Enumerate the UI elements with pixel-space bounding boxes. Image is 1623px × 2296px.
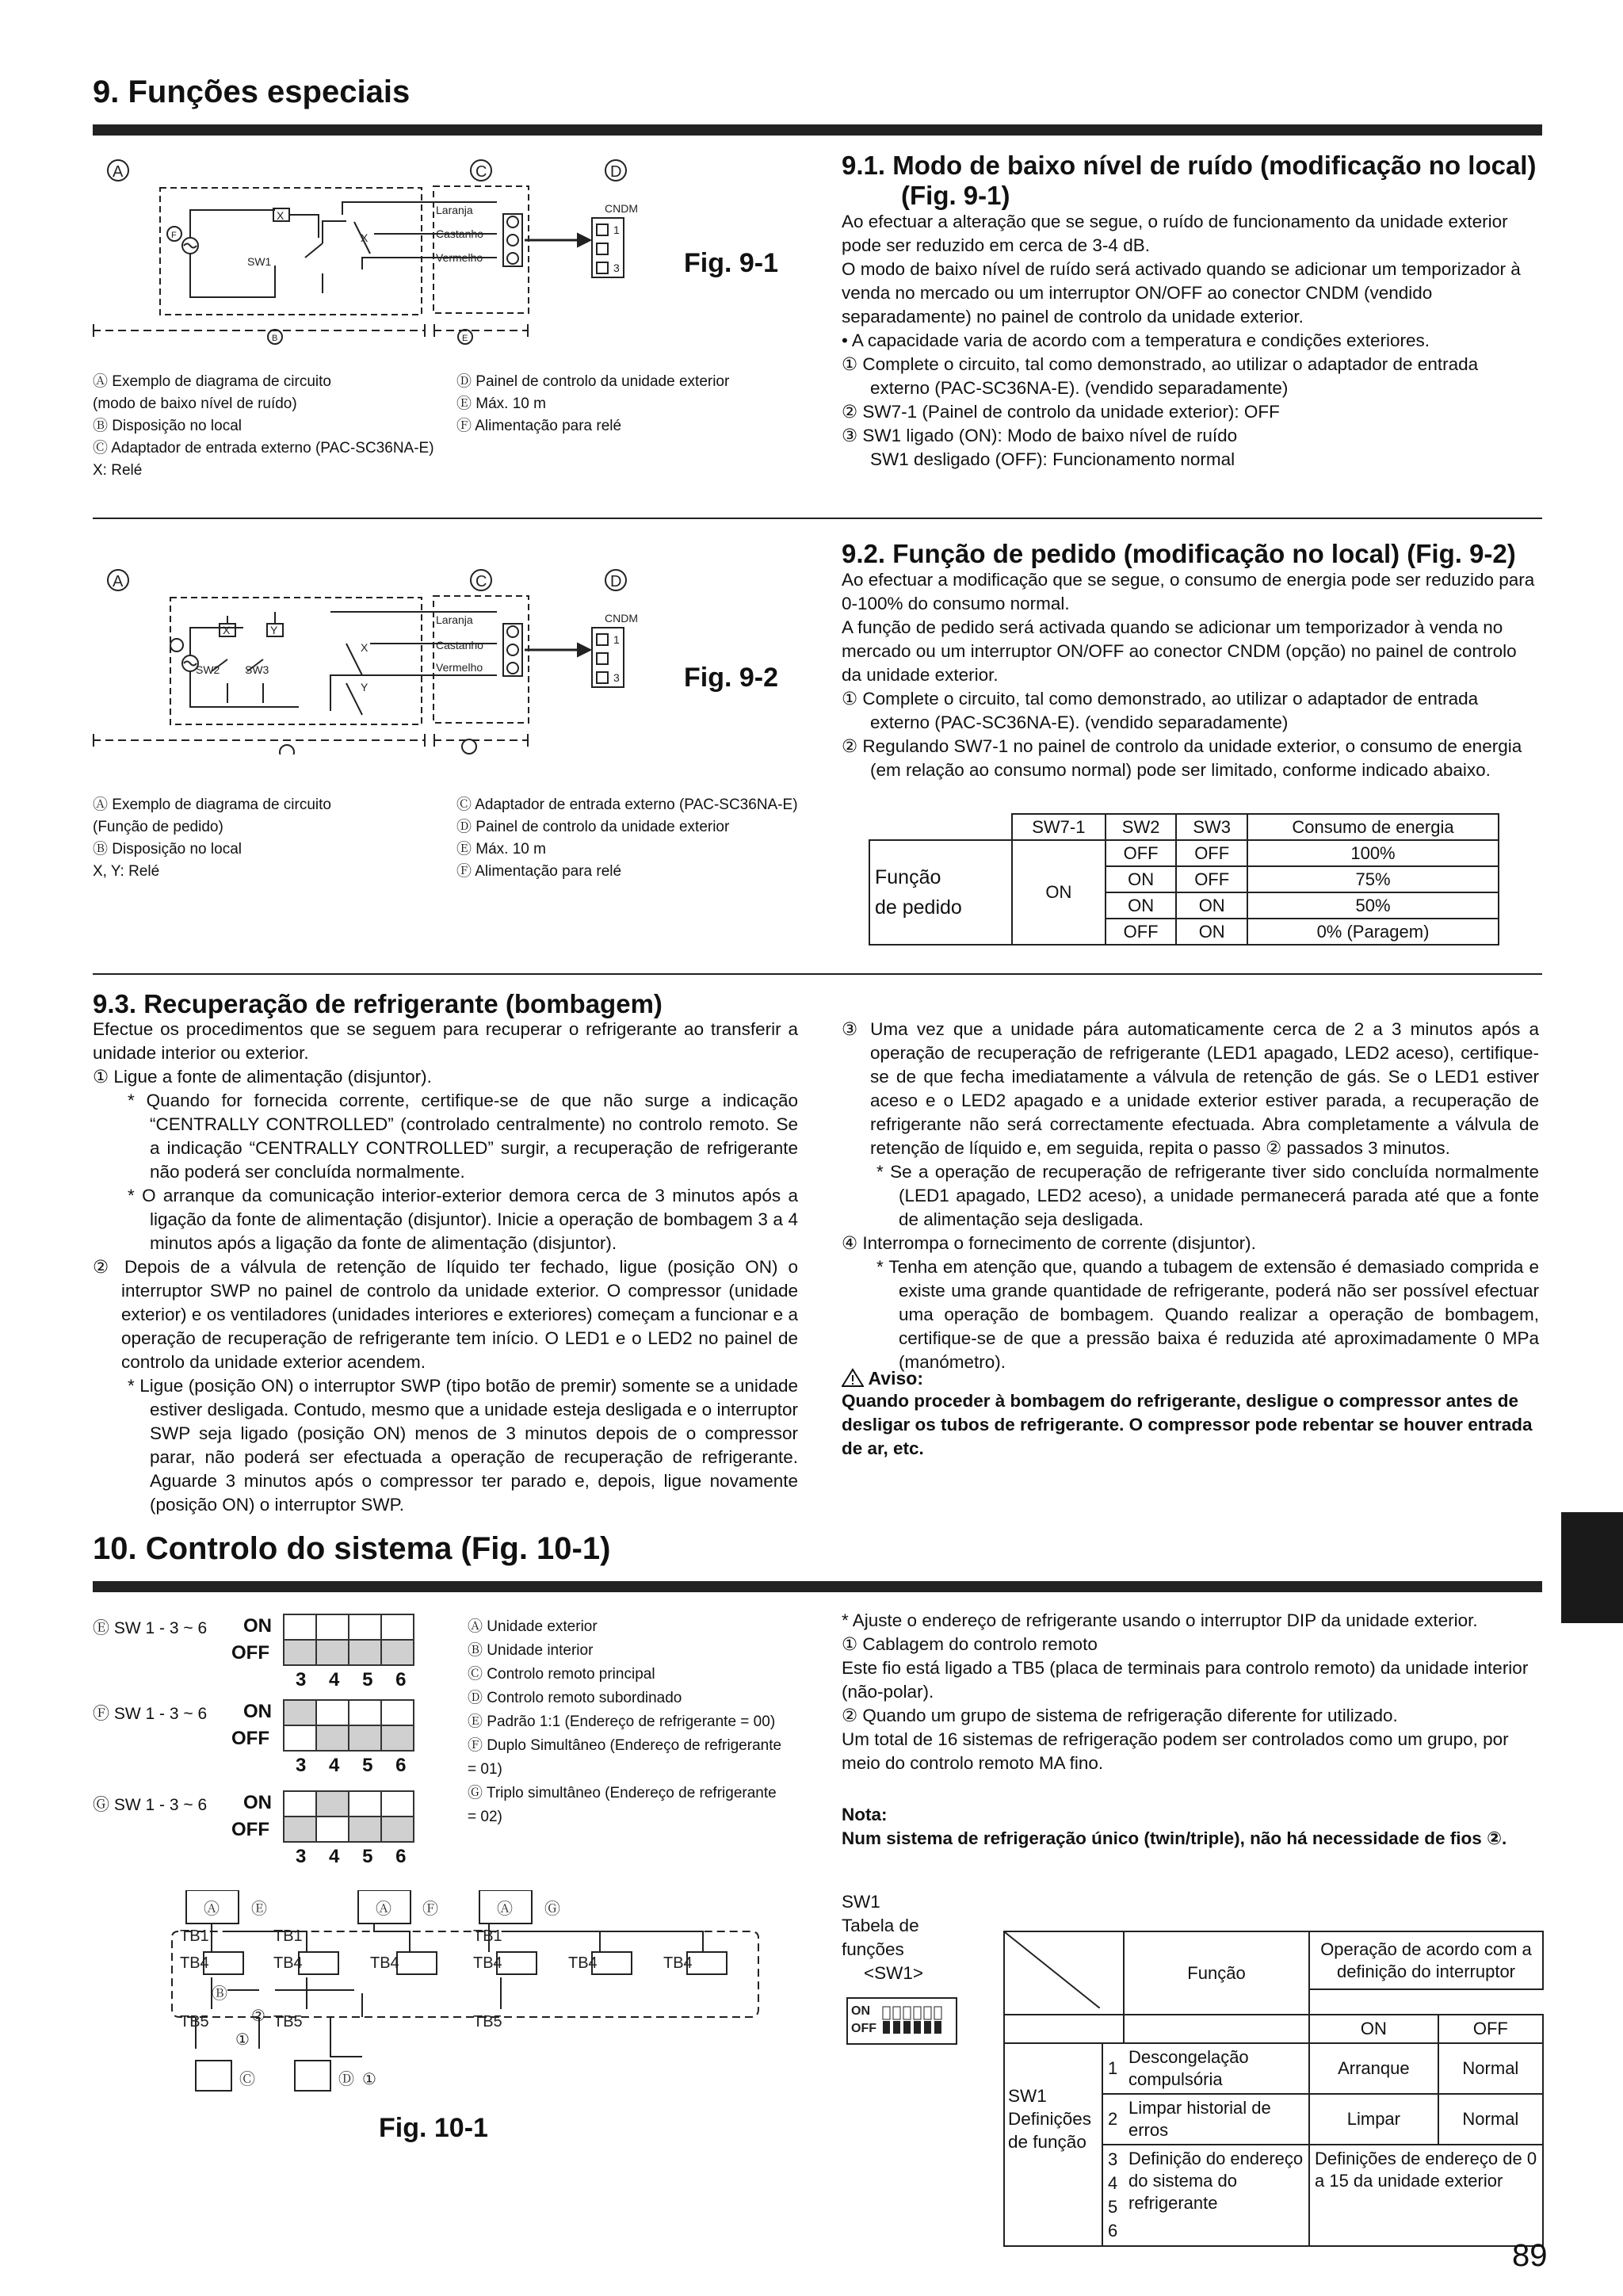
svg-text:D: D xyxy=(610,163,622,181)
section-10-legend: Ⓐ Unidade exterior Ⓑ Unidade interior Ⓒ Controlo remoto principal Ⓓ Controlo remoto subordinado Ⓔ Padrão 1:1 (Endereço de refrigerante = 00) Ⓕ Duplo Simultâneo (Endereço de refrigerante = 01) Ⓖ Triplo simultâneo (Endereço de refrigerante = 02) xyxy=(468,1618,782,1825)
diagram-tb5-c: TB5 xyxy=(473,2013,502,2030)
svg-text:A: A xyxy=(113,163,124,181)
fig-10-1-caption: Fig. 10-1 xyxy=(379,2113,488,2143)
svg-text:C: C xyxy=(475,163,487,181)
dip-cells-off xyxy=(285,1725,414,1752)
diagram-tb4-b: TB4 xyxy=(273,1954,303,1972)
fig-9-2-diagram xyxy=(93,564,806,755)
dip-cells-off xyxy=(285,1816,414,1843)
diagram-tb1-b: TB1 xyxy=(273,1927,303,1945)
section-9-2-title: 9.2. Função de pedido (modificação no local) (Fig. 9-2) xyxy=(842,539,1516,568)
svg-text:Y: Y xyxy=(361,681,369,693)
fig-10-1-diagram xyxy=(93,1890,774,2096)
svg-text:X: X xyxy=(361,231,369,244)
diagram-label-b1: Ⓑ xyxy=(212,1985,227,2003)
svg-text:D: D xyxy=(610,573,622,590)
page-number: 89 xyxy=(1512,2238,1548,2273)
section-10-note: Nota: Num sistema de refrigeração único (twin/triple), não há necessidade de fios ②. xyxy=(842,1805,1507,1848)
side-tab xyxy=(1561,1512,1623,1623)
svg-text:SW3: SW3 xyxy=(245,663,269,676)
section-9-2-body: Ao efectuar a modificação que se segue, o consumo de energia pode ser reduzido para 0-100% do consumo normal. A função de pedido será activada quando se adicionar um temporizador à venda no mercado ou um interruptor ON/OFF ao conector CNDM (opção) no painel de controlo da unidade exterior. ① Complete o circuito, tal como demonstrado, ao utilizar o adaptador de entrada externo (PAC-SC36NA-E). (vendido separadamente) ② Regulando SW7-1 no painel de controlo da unidade exterior, o consumo de energia (em relação ao consumo normal) pode ser limitado, conforme indicado abaixo. xyxy=(842,570,1535,780)
title-rule-10 xyxy=(93,1581,1542,1592)
section-9-3-right-body: ③ Uma vez que a unidade pára automaticamente cerca de 2 a 3 minutos após a operação de recuperação de refrigerante (LED1 apagado, LED2 aceso), certifique-se de que fecha imediatamente a válvula de retenção de gás. Se o LED1 estiver aceso e o LED2 apagado e a unidade exterior estiver parada, a recuperação de refrigerante não será correctamente efectuada. Abra completamente a válvula de retenção de líquido e, em seguida, repita o passo ② passados 3 minutos. * Se a operação de recuperação de refrigerante tiver sido concluída normalmente (LED1 apagado, LED2 aceso), a unidade permanecerá parada até que a fonte de alimentação seja desligada. ④ Interrompa o fornecimento de corrente (disjuntor). * Tenha em atenção que, quando a tubagem de extensão é demasiado comprida e existe uma grande quantidade de refrigerante, poderá não ser possível efectuar uma operação de bombagem. Quando realizar a operação de bombagem, certifique-se de que a pressão baixa é reduzida até aproximadamente 0 MPa (manómetro). xyxy=(842,1019,1539,1372)
diagram-circle-2: ② xyxy=(251,2008,265,2025)
fig-9-2-legend-left: Ⓐ Exemplo de diagrama de circuito (Função de pedido) Ⓑ Disposição no local X, Y: Relé xyxy=(93,797,331,880)
svg-text:1: 1 xyxy=(613,633,620,646)
sw1-group-label: SW1 Definições de função xyxy=(1008,2086,1092,2152)
diagram-label-g: Ⓖ xyxy=(544,1901,560,1918)
svg-text:CNDM: CNDM xyxy=(605,202,638,215)
svg-text:Laranja: Laranja xyxy=(436,613,473,626)
diagram-tb4-e: TB4 xyxy=(568,1954,598,1972)
svg-text:3: 3 xyxy=(613,262,620,274)
table-diagonal xyxy=(1005,1932,1100,2008)
sw-group-e: Ⓔ SW 1 - 3 ~ 6 ON OFF 3 4 5 6 xyxy=(93,1614,457,1699)
fig-9-2-legend-right: Ⓒ Adaptador de entrada externo (PAC-SC36NA-E) Ⓓ Painel de controlo da unidade exterior Ⓔ Máx. 10 m Ⓕ Alimentação para relé xyxy=(456,797,798,880)
svg-text:3: 3 xyxy=(613,671,620,684)
svg-text:F: F xyxy=(171,231,177,240)
sw-groups xyxy=(93,1614,457,1878)
svg-text:X: X xyxy=(277,209,285,222)
fig-9-1-caption: Fig. 9-1 xyxy=(684,248,779,278)
diagram-tb4-a: TB4 xyxy=(180,1954,209,1972)
diagram-tb4-f: TB4 xyxy=(663,1954,693,1972)
diagram-label-a2: Ⓐ xyxy=(376,1901,391,1918)
warning-title: Aviso: xyxy=(868,1368,923,1389)
svg-text:Castanho: Castanho xyxy=(436,639,483,651)
dip-cells-on xyxy=(285,1790,414,1817)
diagram-label-e: Ⓔ xyxy=(251,1901,267,1918)
diagram-tb1-a: TB1 xyxy=(180,1927,209,1945)
warning-text: Quando proceder à bombagem do refrigerante, desligue o compressor antes de desligar os tubos de refrigerante. O compressor pode rebentar se houver entrada de ar, etc. xyxy=(842,1391,1533,1458)
svg-text:CNDM: CNDM xyxy=(605,612,638,625)
svg-text:B: B xyxy=(272,334,278,343)
warning-icon xyxy=(842,1368,864,1387)
diagram-tb4-c: TB4 xyxy=(370,1954,399,1972)
divider-1 xyxy=(93,518,1542,519)
svg-text:SW1: SW1 xyxy=(247,255,272,268)
svg-text:Vermelho: Vermelho xyxy=(436,251,483,264)
sw-group-f: Ⓕ SW 1 - 3 ~ 6 ON OFF 3 4 5 6 xyxy=(93,1699,457,1790)
diagram-tb1-c: TB1 xyxy=(473,1927,502,1945)
sw-group-g: Ⓖ SW 1 - 3 ~ 6 ON OFF 3 4 5 6 xyxy=(93,1790,457,1878)
section-9-3-left-body: Efectue os procedimentos que se seguem para recuperar o refrigerante ao transferir a unidade interior ou exterior. ① Ligue a fonte de alimentação (disjuntor). * Quando for fornecida corrente, certifique-se de que não surge a indicação “CENTRALLY CONTROLLED” (controlado centralmente) no controlo remoto. Se a indicação “CENTRALLY CONTROLLED” surgir, a recuperação de refrigerante não poderá ser concluída normalmente. * O arranque da comunicação interior-exterior demora cerca de 3 minutos após a ligação da fonte de alimentação (disjuntor). Inicie a operação de bombagem 3 a 4 minutos após a ligação da fonte de alimentação (disjuntor). ② Depois de a válvula de retenção de líquido ter fechado, ligue (posição ON) o interruptor SWP no painel de controlo da unidade exterior. O compressor (unidade exterior) e os ventiladores (unidades interiores e exteriores) começam a funcionar e a operação de recuperação de refrigerante tem início. O LED1 e o LED2 no painel de controlo da unidade exterior acendem. * Ligue (posição ON) o interruptor SWP (tipo botão de premir) somente se a unidade estiver desligada. Contudo, mesmo que a unidade esteja desligada e o interruptor SWP seja ligado (posição ON) menos de 3 minutos depois de o compressor parar, não poderá ser efectuada a operação de recuperação de refrigerante. Aguarde 3 minutos após o compressor ter parado e, depois, ligue novamente (posição ON) o interruptor SWP. xyxy=(93,1019,798,1515)
diagram-label-d: Ⓓ xyxy=(338,2071,354,2088)
diagram-label-a1: Ⓐ xyxy=(204,1901,220,1918)
sw1-dip-switch-icon xyxy=(846,1997,957,2046)
section-10-title: 10. Controlo do sistema (Fig. 10-1) xyxy=(93,1531,611,1566)
fig-9-1-legend-left: Ⓐ Exemplo de diagrama de circuito (modo de baixo nível de ruído) Ⓑ Disposição no local Ⓒ Adaptador de entrada externo (PAC-SC36NA-E) X: Relé xyxy=(93,373,434,479)
diagram-label-c: Ⓒ xyxy=(239,2071,255,2088)
svg-text:1: 1 xyxy=(613,223,620,236)
section-9-3-title: 9.3. Recuperação de refrigerante (bombagem) xyxy=(93,989,663,1018)
dip-cells-on xyxy=(285,1614,414,1641)
svg-text:Y: Y xyxy=(270,624,278,636)
warning-box xyxy=(842,1368,1539,1461)
svg-text:E: E xyxy=(462,334,468,343)
section-10-right-body: * Ajuste o endereço de refrigerante usando o interruptor DIP da unidade exterior. ① Cablagem do controlo remoto Este fio está ligado a TB5 (placa de terminais para controlo remoto) da unidade interior (não-polar). ② Quando um grupo de sistema de refrigeração diferente for utilizado. Um total de 16 sistemas de refrigeração podem ser controlados como um grupo, por meio do controlo remoto MA fino. xyxy=(842,1610,1529,1773)
demand-function-table: SW7-1 SW2 SW3 Consumo de energia Função de pedido ON OFF OFF 100% ON OFF 75% ON ON 50% OFF ON 0% (Paragem) xyxy=(869,813,1499,946)
dip-cells-on xyxy=(285,1699,414,1726)
fig-9-1-legend-right: Ⓓ Painel de controlo da unidade exterior Ⓔ Máx. 10 m Ⓕ Alimentação para relé xyxy=(456,373,730,434)
title-rule xyxy=(93,124,1542,136)
diagram-tb5-a: TB5 xyxy=(180,2013,209,2030)
svg-text:Vermelho: Vermelho xyxy=(436,661,483,674)
diagram-label-f: Ⓕ xyxy=(422,1901,438,1918)
diagram-label-a3: Ⓐ xyxy=(497,1901,513,1918)
svg-text:A: A xyxy=(113,573,124,590)
svg-text:Laranja: Laranja xyxy=(436,204,473,216)
section-9-title: 9. Funções especiais xyxy=(93,74,411,109)
sw1-function-table: Função Operação de acordo com a definição do interruptor ON OFF 1 Descongelação compulsória Arranque Normal 2 Limpar historial de erros Limpar Normal 3 4 5 6 Definição do endereço do sistema do refrigerante Definições de endereço de 0 a 15 da unidade exterior xyxy=(1003,1931,1544,2247)
sw1-label: SW1 Tabela de funções <SW1> xyxy=(842,1892,924,1983)
divider-2 xyxy=(93,973,1542,975)
svg-text:X: X xyxy=(361,641,369,654)
section-9-1-body: Ao efectuar a alteração que se segue, o ruído de funcionamento da unidade exterior pode ser reduzido em cerca de 3-4 dB. O modo de baixo nível de ruído será activado quando se adicionar um temporizador à venda no mercado ou um interruptor ON/OFF ao conector CNDM (vendido separadamente) no painel de controlo da unidade exterior. • A capacidade varia de acordo com a temperatura e condições exteriores. ① Complete o circuito, tal como demonstrado, ao utilizar o adaptador de entrada externo (PAC-SC36NA-E). (vendido separadamente) ② SW7-1 (Painel de controlo da unidade exterior): OFF ③ SW1 ligado (ON): Modo de baixo nível de ruído SW1 desligado (OFF): Funcionamento normal xyxy=(842,212,1521,469)
diagram-tb4-d: TB4 xyxy=(473,1954,502,1972)
svg-text:X: X xyxy=(223,624,231,636)
section-9-1-title: 9.1. Modo de baixo nível de ruído (modificação no local) (Fig. 9-1) xyxy=(842,151,1537,210)
svg-text:ON: ON xyxy=(851,2004,870,2018)
diagram-circle-1b: ① xyxy=(362,2071,376,2088)
fig-9-2-caption: Fig. 9-2 xyxy=(684,663,779,693)
svg-text:OFF: OFF xyxy=(851,2022,876,2035)
svg-text:SW2: SW2 xyxy=(196,663,220,676)
diagram-circle-1: ① xyxy=(235,2031,250,2049)
svg-text:Castanho: Castanho xyxy=(436,227,483,240)
diagram-tb5-b: TB5 xyxy=(273,2013,303,2030)
svg-text:C: C xyxy=(475,573,487,590)
dip-cells-off xyxy=(285,1639,414,1666)
